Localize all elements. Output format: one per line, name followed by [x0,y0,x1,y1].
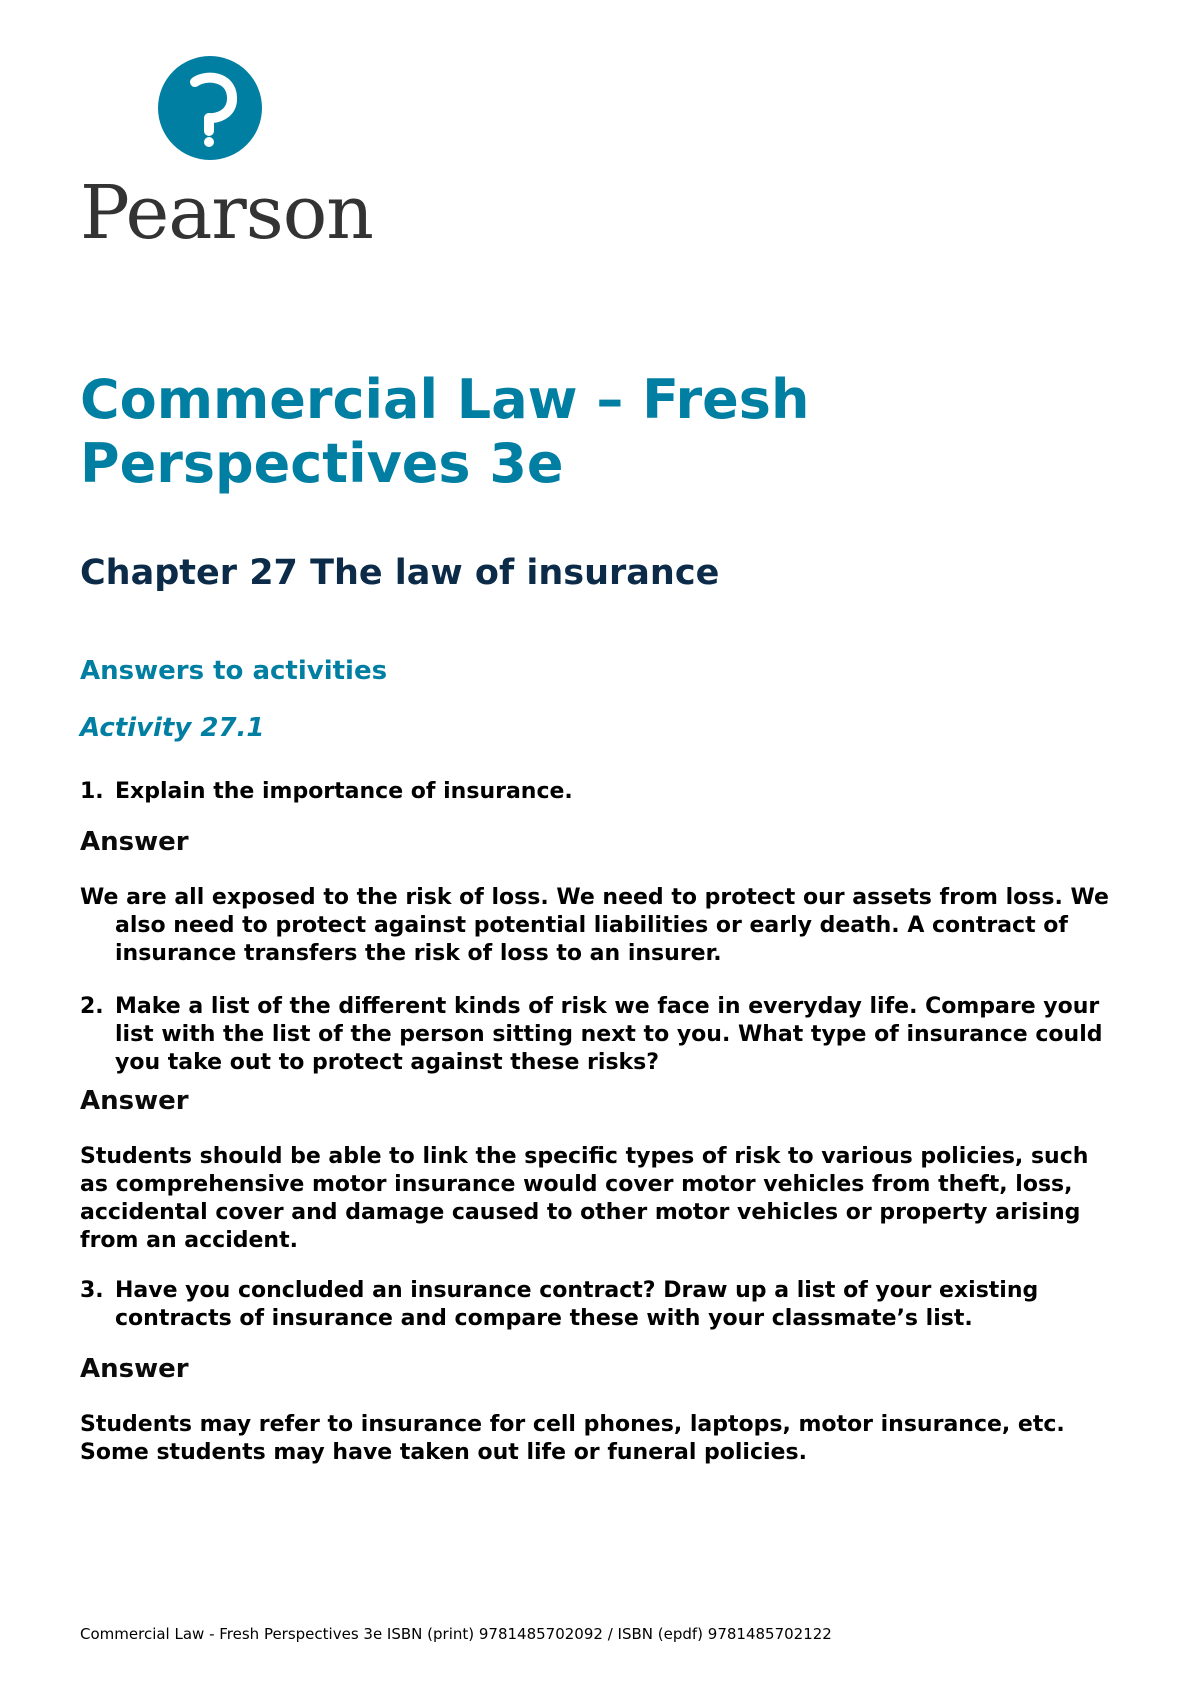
pearson-logo-icon [158,56,262,160]
answer-text: Students may refer to insurance for cell phones, laptops, motor insurance, etc. Some students may have taken out life or funeral policies. [80,1412,1065,1465]
answer-label: Answer [80,1354,189,1384]
question-block-2 [80,993,1120,1255]
question-text: Have you concluded an insurance contract? Draw up a list of your existing contracts of insurance and compare these with your classmate’s list. [115,1278,1039,1331]
question-3 [80,1277,1120,1333]
activity-heading: Activity 27.1 [80,713,265,743]
question-block-1 [80,778,1120,968]
question-number: 1. [80,779,104,804]
answer-label: Answer [80,827,189,857]
answer-text: We are all exposed to the risk of loss. We need to protect our assets from loss. We also need to protect against potential liabilities or early death. A contract of insurance transfers the risk of loss to an insurer. [80,885,1109,966]
question-block-3 [80,1277,1120,1467]
question-text: Explain the importance of insurance. [115,779,573,804]
question-1 [80,778,1120,806]
answer-label: Answer [80,1086,189,1116]
question-number: 3. [80,1278,104,1303]
answer-text: Students should be able to link the specific types of risk to various policies, such as comprehensive motor insurance would cover motor vehicles from theft, loss, accidental cover and damage caused to other motor vehicles or property arising from an accident. [80,1144,1089,1253]
document-title: Commercial Law – Fresh Perspectives 3e [80,368,810,495]
page-footer: Commercial Law - Fresh Perspectives 3e ISBN (print) 9781485702092 / ISBN (epdf) 9781485702122 [80,1625,832,1643]
pearson-wordmark: Pearson [80,170,373,256]
pearson-logo [80,56,373,256]
question-text: Make a list of the different kinds of risk we face in everyday life. Compare your list with the list of the person sitting next to you. What type of insurance could you take out to protect against these risks? [115,994,1103,1075]
section-heading: Answers to activities [80,656,388,686]
activity-content [80,778,1120,1467]
chapter-heading: Chapter 27 The law of insurance [80,553,720,593]
question-2 [80,993,1120,1077]
question-number: 2. [80,994,104,1019]
